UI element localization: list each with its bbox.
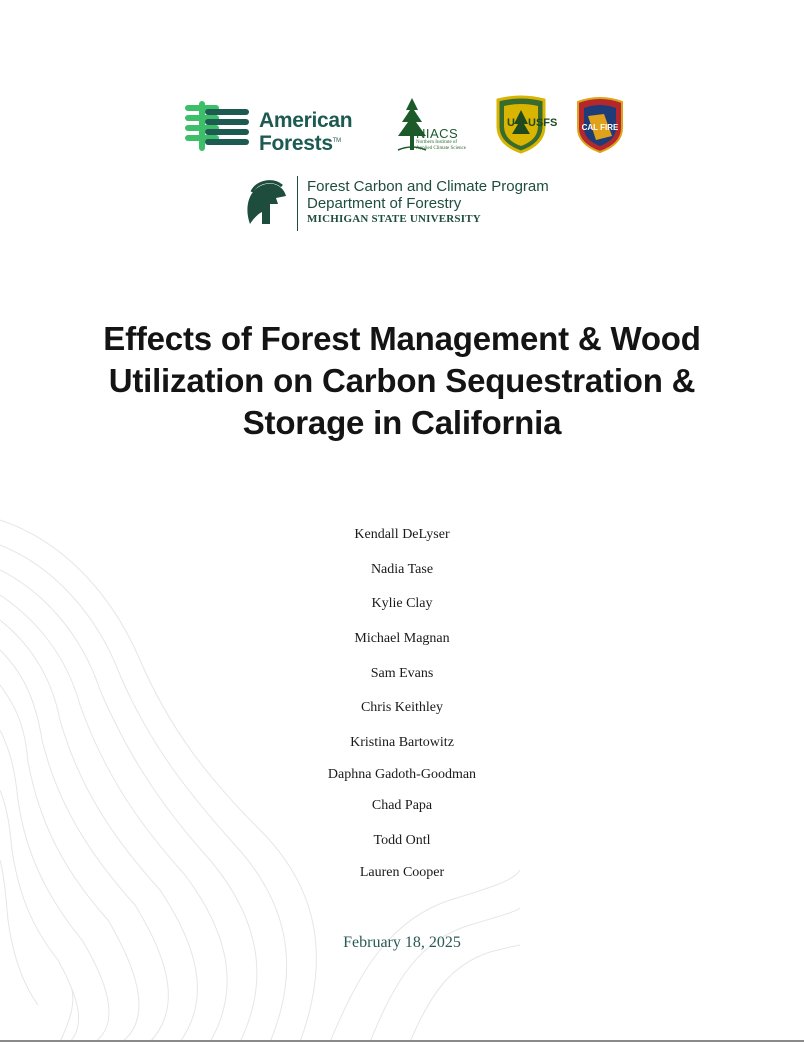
niacs-name: NIACS [416,126,459,141]
msu-divider [297,176,298,231]
svg-text:U: U [507,117,515,129]
author-name: Kristina Bartowitz [350,735,454,750]
author-name: Sam Evans [370,666,434,681]
university-name: MICHIGAN STATE UNIVERSITY [307,213,481,225]
msu-lockup [242,176,602,234]
spartan-helmet-icon [242,178,288,228]
cal-fire-shield-icon [574,96,626,154]
niacs-subtitle: Northern Institute of Applied Climate Science [416,140,466,151]
publication-date: February 18, 2025 [343,934,461,951]
american-forests-logo [185,101,365,155]
author-name: Nadia Tase [370,562,434,577]
author-name: Chris Keithley [360,700,444,715]
author-name: Kylie Clay [371,596,433,611]
author-name: Michael Magnan [354,631,450,646]
program-name: Forest Carbon and Climate Program [307,178,549,195]
american-forests-stripes-icon [185,101,251,151]
author-name: Chad Papa [371,798,433,813]
forest-service-shield-icon [494,96,558,154]
department-name: Department of Forestry [307,195,462,212]
usfs-initials: USFS [528,117,558,129]
partner-logo-row [0,96,804,156]
report-title: Effects of Forest Management & Wood Utilization on Carbon Sequestration & Storage in California [103,320,701,441]
american-forests-line1: American [259,109,353,132]
american-forests-line2: Forests™ [259,132,341,155]
author-name: Todd Ontl [373,833,431,848]
author-name: Lauren Cooper [359,865,445,880]
trademark-mark: TM [332,138,341,144]
author-name: Kendall DeLyser [354,527,450,542]
niacs-logo [392,96,468,158]
cal-fire-name: CAL FIRE [581,123,619,132]
author-name: Daphna Gadoth-Goodman [327,767,477,782]
